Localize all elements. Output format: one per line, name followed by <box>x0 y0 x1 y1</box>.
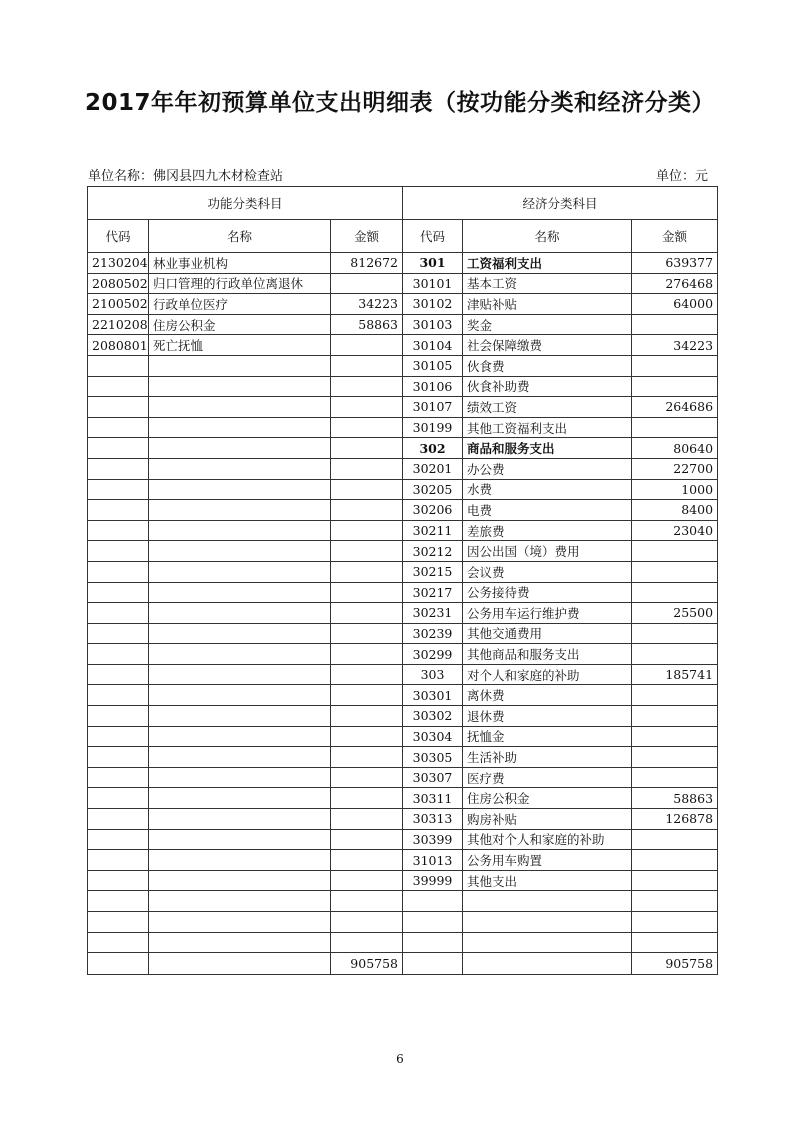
economic-amount-cell: 22700 <box>632 458 718 479</box>
economic-name-cell: 公务用车运行维护费 <box>463 603 632 624</box>
functional-code-cell: 2100502 <box>88 294 149 315</box>
functional-name-cell <box>149 520 331 541</box>
economic-code-cell: 30301 <box>403 685 463 706</box>
page-title: 2017年年初预算单位支出明细表（按功能分类和经济分类） <box>84 90 715 116</box>
functional-name-cell <box>149 582 331 603</box>
table-row <box>88 253 718 274</box>
economic-name-cell <box>463 891 632 912</box>
economic-name-cell: 抚恤金 <box>463 726 632 747</box>
functional-amount-cell <box>331 541 403 562</box>
functional-code-cell <box>88 644 149 665</box>
page-number: 6 <box>396 1052 404 1066</box>
functional-code-cell <box>88 623 149 644</box>
functional-amount-cell <box>331 397 403 418</box>
functional-name-cell <box>149 500 331 521</box>
table-row <box>88 500 718 521</box>
economic-code-cell: 30307 <box>403 767 463 788</box>
economic-code-cell: 30304 <box>403 726 463 747</box>
functional-code-cell <box>88 685 149 706</box>
table-row <box>88 912 718 933</box>
table-row <box>88 932 718 953</box>
functional-code-cell <box>88 891 149 912</box>
functional-code-cell <box>88 706 149 727</box>
functional-code-cell <box>88 809 149 830</box>
functional-code-cell <box>88 767 149 788</box>
economic-name-cell <box>463 932 632 953</box>
table-row <box>88 273 718 294</box>
functional-amount-cell <box>331 809 403 830</box>
economic-code-cell: 302 <box>403 438 463 459</box>
table-row <box>88 809 718 830</box>
economic-amount-cell <box>632 376 718 397</box>
economic-name-cell: 水费 <box>463 479 632 500</box>
economic-amount-cell <box>632 561 718 582</box>
functional-name-cell <box>149 767 331 788</box>
economic-name-cell: 生活补助 <box>463 747 632 768</box>
economic-code-cell: 30105 <box>403 355 463 376</box>
functional-amount-cell <box>331 747 403 768</box>
economic-amount-cell <box>632 829 718 850</box>
functional-name-cell <box>149 541 331 562</box>
economic-name-cell: 其他支出 <box>463 870 632 891</box>
economic-name-cell: 会议费 <box>463 561 632 582</box>
functional-name-cell <box>149 809 331 830</box>
economic-name-cell: 伙食费 <box>463 355 632 376</box>
economic-group-header: 经济分类科目 <box>403 187 718 220</box>
table-row <box>88 397 718 418</box>
economic-name-cell: 差旅费 <box>463 520 632 541</box>
economic-amount-cell: 639377 <box>632 253 718 274</box>
economic-amount-cell <box>632 850 718 871</box>
e-name-header: 名称 <box>463 220 632 253</box>
economic-name-cell: 其他交通费用 <box>463 623 632 644</box>
functional-code-cell <box>88 520 149 541</box>
functional-amount-cell <box>331 644 403 665</box>
functional-name-cell: 行政单位医疗 <box>149 294 331 315</box>
economic-code-cell: 30107 <box>403 397 463 418</box>
economic-code-cell: 30217 <box>403 582 463 603</box>
economic-code-cell <box>403 891 463 912</box>
functional-code-cell <box>88 726 149 747</box>
functional-name-cell <box>149 664 331 685</box>
functional-amount-cell <box>331 458 403 479</box>
economic-amount-cell <box>632 870 718 891</box>
economic-amount-cell <box>632 767 718 788</box>
functional-amount-cell <box>331 582 403 603</box>
table-row <box>88 891 718 912</box>
economic-name-cell: 绩效工资 <box>463 397 632 418</box>
economic-amount-cell <box>632 706 718 727</box>
economic-amount-cell <box>632 726 718 747</box>
functional-amount-cell: 34223 <box>331 294 403 315</box>
functional-name-cell <box>149 397 331 418</box>
economic-amount-cell: 1000 <box>632 479 718 500</box>
table-row <box>88 314 718 335</box>
economic-code-cell: 30101 <box>403 273 463 294</box>
column-header-row <box>88 220 718 253</box>
functional-amount-cell <box>331 664 403 685</box>
economic-code-cell: 30239 <box>403 623 463 644</box>
economic-name-cell: 奖金 <box>463 314 632 335</box>
table-row <box>88 355 718 376</box>
table-row <box>88 685 718 706</box>
functional-code-cell <box>88 829 149 850</box>
economic-amount-cell: 58863 <box>632 788 718 809</box>
functional-code-cell: 2130204 <box>88 253 149 274</box>
economic-code-cell: 303 <box>403 664 463 685</box>
functional-name-cell <box>149 623 331 644</box>
functional-name-cell <box>149 788 331 809</box>
functional-code-cell: 2080502 <box>88 273 149 294</box>
economic-name-cell: 公务接待费 <box>463 582 632 603</box>
functional-name-cell <box>149 438 331 459</box>
totals-empty-cell <box>88 953 149 975</box>
economic-code-cell: 30106 <box>403 376 463 397</box>
economic-code-cell <box>403 912 463 933</box>
f-amount-header: 金额 <box>331 220 403 253</box>
table-row <box>88 294 718 315</box>
table-row <box>88 520 718 541</box>
functional-name-cell: 归口管理的行政单位离退休 <box>149 273 331 294</box>
functional-code-cell <box>88 747 149 768</box>
functional-amount-cell <box>331 603 403 624</box>
functional-code-cell <box>88 397 149 418</box>
functional-name-cell <box>149 870 331 891</box>
table-row <box>88 726 718 747</box>
economic-amount-cell <box>632 623 718 644</box>
economic-name-cell: 社会保障缴费 <box>463 335 632 356</box>
economic-amount-cell <box>632 355 718 376</box>
functional-amount-cell <box>331 870 403 891</box>
table-row <box>88 438 718 459</box>
functional-amount-cell <box>331 726 403 747</box>
table-row <box>88 767 718 788</box>
functional-code-cell <box>88 417 149 438</box>
functional-name-cell <box>149 479 331 500</box>
functional-amount-cell <box>331 623 403 644</box>
f-name-header: 名称 <box>149 220 331 253</box>
functional-group-header: 功能分类科目 <box>88 187 403 220</box>
economic-name-cell <box>463 912 632 933</box>
functional-code-cell <box>88 582 149 603</box>
economic-amount-cell <box>632 541 718 562</box>
functional-name-cell: 住房公积金 <box>149 314 331 335</box>
functional-amount-cell <box>331 932 403 953</box>
functional-code-cell <box>88 500 149 521</box>
economic-code-cell: 30305 <box>403 747 463 768</box>
economic-amount-cell: 80640 <box>632 438 718 459</box>
functional-code-cell <box>88 561 149 582</box>
functional-name-cell <box>149 685 331 706</box>
economic-name-cell: 离休费 <box>463 685 632 706</box>
functional-name-cell <box>149 644 331 665</box>
economic-name-cell: 住房公积金 <box>463 788 632 809</box>
economic-name-cell: 其他商品和服务支出 <box>463 644 632 665</box>
table-row <box>88 623 718 644</box>
economic-name-cell: 退休费 <box>463 706 632 727</box>
economic-code-cell <box>403 932 463 953</box>
f-code-header: 代码 <box>88 220 149 253</box>
economic-code-cell: 30199 <box>403 417 463 438</box>
functional-code-cell <box>88 850 149 871</box>
economic-code-cell: 30311 <box>403 788 463 809</box>
functional-code-cell <box>88 603 149 624</box>
totals-row <box>88 953 718 975</box>
functional-name-cell <box>149 458 331 479</box>
economic-code-cell: 30205 <box>403 479 463 500</box>
functional-amount-cell <box>331 767 403 788</box>
functional-code-cell <box>88 932 149 953</box>
economic-amount-cell: 64000 <box>632 294 718 315</box>
table-row <box>88 706 718 727</box>
economic-code-cell: 30211 <box>403 520 463 541</box>
functional-total-amount: 905758 <box>331 953 403 975</box>
economic-name-cell: 伙食补助费 <box>463 376 632 397</box>
functional-name-cell <box>149 932 331 953</box>
e-code-header: 代码 <box>403 220 463 253</box>
table-row <box>88 458 718 479</box>
table-row <box>88 850 718 871</box>
economic-amount-cell <box>632 644 718 665</box>
e-amount-header: 金额 <box>632 220 718 253</box>
economic-code-cell: 30104 <box>403 335 463 356</box>
table-meta <box>88 165 708 184</box>
economic-code-cell: 30399 <box>403 829 463 850</box>
table-row <box>88 335 718 356</box>
economic-amount-cell: 8400 <box>632 500 718 521</box>
economic-code-cell: 301 <box>403 253 463 274</box>
functional-code-cell <box>88 376 149 397</box>
economic-name-cell: 因公出国（境）费用 <box>463 541 632 562</box>
economic-name-cell: 购房补贴 <box>463 809 632 830</box>
economic-name-cell: 公务用车购置 <box>463 850 632 871</box>
functional-amount-cell <box>331 500 403 521</box>
economic-name-cell: 津贴补贴 <box>463 294 632 315</box>
economic-name-cell: 办公费 <box>463 458 632 479</box>
economic-name-cell: 商品和服务支出 <box>463 438 632 459</box>
economic-code-cell: 31013 <box>403 850 463 871</box>
table-row <box>88 541 718 562</box>
functional-amount-cell <box>331 561 403 582</box>
functional-name-cell <box>149 376 331 397</box>
economic-name-cell: 其他工资福利支出 <box>463 417 632 438</box>
table-row <box>88 603 718 624</box>
table-row <box>88 788 718 809</box>
economic-amount-cell <box>632 932 718 953</box>
functional-name-cell: 林业事业机构 <box>149 253 331 274</box>
functional-name-cell <box>149 417 331 438</box>
functional-amount-cell <box>331 335 403 356</box>
functional-code-cell <box>88 479 149 500</box>
economic-amount-cell <box>632 912 718 933</box>
functional-amount-cell <box>331 912 403 933</box>
economic-code-cell: 30215 <box>403 561 463 582</box>
table-row <box>88 664 718 685</box>
functional-name-cell <box>149 891 331 912</box>
functional-amount-cell <box>331 829 403 850</box>
economic-code-cell: 39999 <box>403 870 463 891</box>
economic-name-cell: 其他对个人和家庭的补助 <box>463 829 632 850</box>
economic-name-cell: 医疗费 <box>463 767 632 788</box>
economic-code-cell: 30201 <box>403 458 463 479</box>
functional-name-cell <box>149 912 331 933</box>
functional-name-cell <box>149 726 331 747</box>
table-row <box>88 747 718 768</box>
functional-name-cell <box>149 355 331 376</box>
functional-amount-cell <box>331 438 403 459</box>
economic-code-cell: 30302 <box>403 706 463 727</box>
economic-amount-cell: 25500 <box>632 603 718 624</box>
table-row <box>88 417 718 438</box>
functional-name-cell <box>149 561 331 582</box>
functional-name-cell: 死亡抚恤 <box>149 335 331 356</box>
totals-empty-cell <box>463 953 632 975</box>
table-row <box>88 561 718 582</box>
economic-code-cell: 30231 <box>403 603 463 624</box>
functional-amount-cell <box>331 273 403 294</box>
functional-amount-cell <box>331 520 403 541</box>
totals-empty-cell <box>149 953 331 975</box>
table-row <box>88 479 718 500</box>
functional-name-cell <box>149 850 331 871</box>
functional-name-cell <box>149 706 331 727</box>
functional-code-cell <box>88 438 149 459</box>
functional-code-cell <box>88 664 149 685</box>
economic-code-cell: 30313 <box>403 809 463 830</box>
unit-label: 单位：元 <box>655 169 708 184</box>
economic-amount-cell <box>632 747 718 768</box>
economic-name-cell: 电费 <box>463 500 632 521</box>
economic-amount-cell <box>632 582 718 603</box>
functional-amount-cell <box>331 417 403 438</box>
functional-amount-cell: 58863 <box>331 314 403 335</box>
economic-amount-cell: 34223 <box>632 335 718 356</box>
economic-amount-cell <box>632 314 718 335</box>
functional-code-cell <box>88 541 149 562</box>
functional-amount-cell <box>331 685 403 706</box>
economic-amount-cell: 276468 <box>632 273 718 294</box>
economic-code-cell: 30299 <box>403 644 463 665</box>
economic-code-cell: 30206 <box>403 500 463 521</box>
unit-name: 单位名称：佛冈县四九木材检查站 <box>88 169 284 184</box>
table-row <box>88 644 718 665</box>
functional-amount-cell: 812672 <box>331 253 403 274</box>
functional-amount-cell <box>331 891 403 912</box>
economic-amount-cell: 126878 <box>632 809 718 830</box>
economic-amount-cell: 185741 <box>632 664 718 685</box>
table-row <box>88 376 718 397</box>
economic-name-cell: 基本工资 <box>463 273 632 294</box>
economic-amount-cell <box>632 685 718 706</box>
economic-amount-cell <box>632 891 718 912</box>
group-header-row <box>88 187 718 220</box>
functional-amount-cell <box>331 376 403 397</box>
functional-code-cell: 2210208 <box>88 314 149 335</box>
functional-code-cell <box>88 458 149 479</box>
functional-amount-cell <box>331 479 403 500</box>
economic-code-cell: 30212 <box>403 541 463 562</box>
economic-total-amount: 905758 <box>632 953 718 975</box>
table-row <box>88 870 718 891</box>
functional-name-cell <box>149 829 331 850</box>
functional-code-cell <box>88 912 149 933</box>
economic-code-cell: 30103 <box>403 314 463 335</box>
functional-code-cell: 2080801 <box>88 335 149 356</box>
table-row <box>88 582 718 603</box>
economic-name-cell: 工资福利支出 <box>463 253 632 274</box>
economic-name-cell: 对个人和家庭的补助 <box>463 664 632 685</box>
economic-code-cell: 30102 <box>403 294 463 315</box>
functional-amount-cell <box>331 355 403 376</box>
totals-empty-cell <box>403 953 463 975</box>
functional-amount-cell <box>331 788 403 809</box>
functional-name-cell <box>149 747 331 768</box>
table-row <box>88 829 718 850</box>
functional-amount-cell <box>331 706 403 727</box>
budget-table <box>87 186 718 975</box>
functional-code-cell <box>88 355 149 376</box>
economic-amount-cell: 264686 <box>632 397 718 418</box>
functional-amount-cell <box>331 850 403 871</box>
economic-amount-cell <box>632 417 718 438</box>
functional-name-cell <box>149 603 331 624</box>
functional-code-cell <box>88 788 149 809</box>
functional-code-cell <box>88 870 149 891</box>
economic-amount-cell: 23040 <box>632 520 718 541</box>
